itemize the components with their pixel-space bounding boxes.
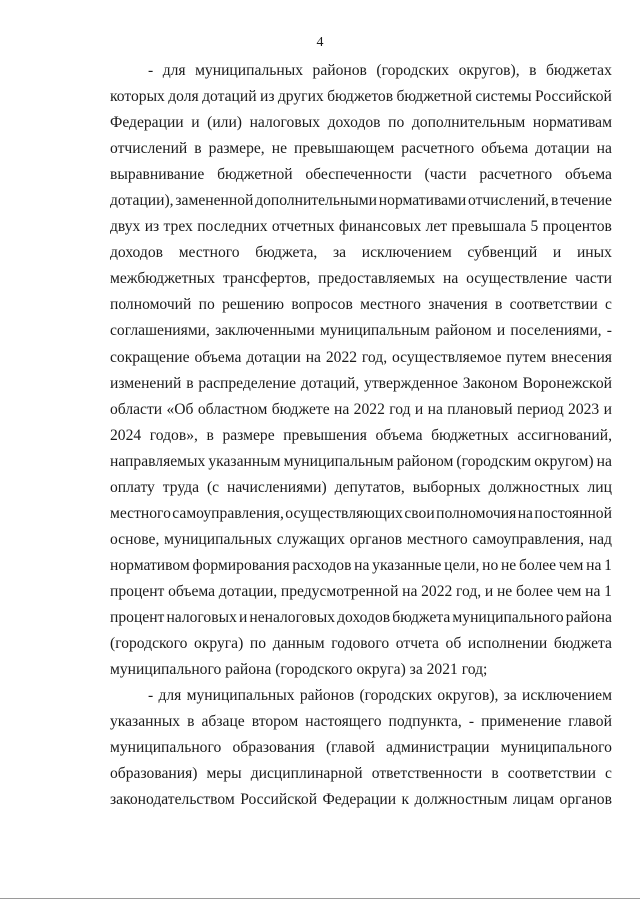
- word: дисциплинарной: [250, 765, 363, 783]
- word: указанным: [208, 452, 281, 470]
- word: в: [491, 765, 499, 783]
- word: заключенными: [215, 322, 315, 340]
- word: районом: [396, 452, 454, 470]
- word: об: [445, 635, 462, 653]
- word: из: [144, 218, 160, 236]
- word: дотации: [535, 140, 590, 158]
- word: объема: [481, 140, 529, 158]
- word: системы: [475, 88, 532, 106]
- word: (городских: [376, 62, 450, 79]
- text-line: [110, 709, 612, 735]
- word: вопросов: [291, 296, 353, 314]
- word: изменений: [110, 374, 182, 392]
- word: более: [515, 582, 554, 600]
- text-line: [110, 735, 612, 761]
- word: объема: [194, 348, 242, 366]
- word: дополнительным: [411, 114, 526, 132]
- word: Федерации: [322, 791, 397, 809]
- word: сокращение: [110, 348, 190, 366]
- word: расчетного: [401, 140, 475, 158]
- word: по: [249, 635, 267, 653]
- text-line: [110, 110, 612, 136]
- word: (главой: [325, 739, 375, 757]
- word: на: [427, 400, 443, 418]
- word: самоуправления,: [172, 504, 284, 522]
- word: в: [194, 140, 202, 158]
- word: на: [305, 348, 321, 366]
- word: над: [588, 530, 612, 548]
- word: но: [482, 556, 499, 574]
- word: и: [191, 114, 200, 132]
- word: дотации),: [110, 192, 174, 210]
- word: -: [606, 322, 612, 340]
- word: данным: [272, 635, 325, 653]
- word: на: [596, 140, 612, 158]
- word: направляемых: [110, 452, 206, 470]
- word: (части: [424, 166, 467, 184]
- word: постоянной: [534, 504, 612, 522]
- word: бюджетной: [217, 166, 293, 184]
- page-number: 4: [316, 35, 324, 50]
- word: в: [494, 296, 503, 314]
- word: настоящего: [305, 713, 382, 731]
- word: бюджета,: [255, 244, 318, 262]
- word: для: [158, 687, 182, 705]
- word: исполнении: [467, 635, 548, 653]
- paragraph: [110, 58, 612, 683]
- word: образования: [232, 739, 315, 757]
- word: полномочий: [110, 296, 192, 314]
- text-line: [110, 214, 612, 240]
- word: превышала: [451, 218, 527, 236]
- word: в: [187, 713, 195, 731]
- word: чем: [558, 556, 584, 574]
- word: предусмотренной: [280, 582, 399, 600]
- word: администрации: [386, 739, 490, 757]
- text-line: [110, 162, 612, 188]
- word: служащих: [276, 530, 345, 548]
- word: районов: [299, 687, 355, 705]
- word: нормативом: [110, 556, 190, 574]
- word: муниципального района (городского округа) за 2021 год;: [110, 661, 488, 679]
- text-line: [110, 605, 612, 631]
- word: исключением: [522, 687, 612, 705]
- word: объема: [375, 426, 423, 444]
- word: труда: [162, 478, 200, 496]
- page-bottom-edge: [0, 898, 640, 899]
- word: за: [503, 687, 517, 705]
- word: годового: [331, 635, 390, 653]
- word: бюджетных: [431, 426, 509, 444]
- word: процент: [110, 608, 165, 626]
- word: и: [414, 400, 424, 418]
- word: годов»,: [149, 426, 198, 444]
- word: бюджета: [392, 608, 451, 626]
- word: период: [516, 400, 564, 418]
- word: 1: [604, 556, 612, 574]
- word: расходов: [292, 556, 352, 574]
- paragraph: [110, 683, 612, 813]
- word: доходов: [110, 244, 163, 262]
- word: по: [388, 114, 405, 132]
- word: образования): [110, 765, 198, 783]
- word: округов),: [437, 687, 499, 705]
- word: на: [586, 556, 602, 574]
- word: Российской: [240, 791, 318, 809]
- word: нормативам: [532, 114, 612, 132]
- word: подпункта,: [388, 713, 462, 731]
- word: соглашениями,: [110, 322, 210, 340]
- word: соответствии: [509, 296, 598, 314]
- word: выборных: [412, 478, 481, 496]
- word: решению: [222, 296, 285, 314]
- word: части: [575, 270, 612, 288]
- word: округом): [534, 452, 594, 470]
- text-line: [110, 553, 612, 579]
- word: местного: [406, 530, 468, 548]
- word: муниципального: [452, 608, 564, 626]
- word: значения: [428, 296, 488, 314]
- word: муниципального: [500, 739, 612, 757]
- word: по: [198, 296, 215, 314]
- word: в: [186, 374, 194, 392]
- word: осуществляющих: [285, 504, 403, 522]
- word: 2023: [568, 400, 600, 418]
- word: местного: [178, 244, 240, 262]
- word: бюджетной: [396, 88, 472, 106]
- word: (городским: [456, 452, 532, 470]
- word: с: [605, 296, 612, 314]
- word: муниципальных: [195, 62, 304, 79]
- word: и: [496, 322, 506, 340]
- word: 2022: [421, 582, 453, 600]
- word: муниципальным: [319, 322, 430, 340]
- text-line: [110, 501, 612, 527]
- word: течение: [560, 192, 612, 210]
- word: не: [496, 582, 513, 600]
- text-line: [110, 58, 612, 84]
- word: 5: [530, 218, 539, 236]
- word: трансфертов,: [222, 270, 311, 288]
- word: бюджетов: [327, 88, 394, 106]
- word: объема: [564, 166, 612, 184]
- word: превышающем: [294, 140, 395, 158]
- word: -: [148, 62, 154, 79]
- word: должностным: [414, 791, 508, 809]
- word: объема: [168, 582, 216, 600]
- word: год,: [456, 582, 482, 600]
- word: районов: [312, 62, 367, 79]
- word: трех: [163, 218, 193, 236]
- word: 2022: [353, 400, 385, 418]
- word: превышения: [283, 426, 367, 444]
- word: размере,: [208, 140, 265, 158]
- word: субвенций: [467, 244, 538, 262]
- word: Федерации: [110, 114, 184, 132]
- text-line: [110, 397, 612, 423]
- word: и: [552, 244, 562, 262]
- word: отчислений: [110, 140, 188, 158]
- word: иных: [576, 244, 612, 262]
- word: дотаций: [202, 88, 257, 106]
- word: бюджета: [553, 635, 612, 653]
- word: на: [354, 556, 370, 574]
- word: цели,: [444, 556, 480, 574]
- word: с: [605, 765, 612, 783]
- word: абзаце: [201, 713, 245, 731]
- word: районом: [435, 322, 492, 340]
- word: год: [389, 400, 411, 418]
- word: осуществляемое: [391, 348, 502, 366]
- word: на: [402, 582, 418, 600]
- word: в: [206, 426, 214, 444]
- word: межбюджетных: [110, 270, 216, 288]
- word: не: [271, 140, 287, 158]
- word: внесения: [551, 348, 612, 366]
- word: «Об: [166, 400, 194, 418]
- word: поселениями,: [510, 322, 602, 340]
- word: обеспеченности: [305, 166, 412, 184]
- word: и: [603, 400, 612, 418]
- word: лицам: [512, 791, 555, 809]
- text-line: [110, 84, 612, 110]
- word: замененной: [175, 192, 254, 210]
- word: в: [551, 192, 559, 210]
- word: в: [529, 62, 537, 79]
- word: втором: [251, 713, 299, 731]
- word: района: [565, 608, 612, 626]
- word: и: [238, 608, 248, 626]
- text-line: [110, 449, 612, 475]
- word: -: [148, 687, 154, 705]
- word: муниципального: [110, 739, 222, 757]
- word: для: [162, 62, 186, 79]
- word: доходов: [337, 608, 391, 626]
- text-line: [110, 371, 612, 397]
- word: начислениями): [226, 478, 327, 496]
- word: формирования: [192, 556, 290, 574]
- body-text: [110, 58, 612, 813]
- word: на: [517, 504, 533, 522]
- word: из: [259, 88, 275, 106]
- word: соответствии: [507, 765, 596, 783]
- word: осуществление: [466, 270, 568, 288]
- word: указанные: [372, 556, 442, 574]
- text-line: [110, 240, 612, 266]
- word: местного: [110, 504, 171, 522]
- word: (или): [207, 114, 242, 132]
- word: округов),: [458, 62, 520, 79]
- word: -: [468, 713, 475, 731]
- word: на: [585, 582, 601, 600]
- word: предоставляемых: [318, 270, 436, 288]
- word: ответственности: [371, 765, 483, 783]
- text-line: [110, 292, 612, 318]
- word: финансовых: [338, 218, 422, 236]
- text-line: [110, 136, 612, 162]
- word: муниципальных: [164, 530, 273, 548]
- word: процентов: [542, 218, 612, 236]
- word: дотации: [246, 348, 301, 366]
- word: дополнительными: [255, 192, 377, 210]
- word: бюджете: [271, 400, 330, 418]
- word: Воронежской: [522, 374, 612, 392]
- word: и: [484, 582, 494, 600]
- word: за: [332, 244, 347, 262]
- word: (городских: [359, 687, 433, 705]
- word: Российской: [535, 88, 612, 106]
- word: полномочия: [436, 504, 517, 522]
- word: доходов: [327, 114, 381, 132]
- word: самоуправления,: [472, 530, 585, 548]
- word: дотаций,: [300, 374, 360, 392]
- text-line: [110, 579, 612, 605]
- word: 1: [604, 582, 612, 600]
- word: выравнивание: [110, 166, 205, 184]
- word: применение: [481, 713, 562, 731]
- word: Законом: [462, 374, 518, 392]
- word: неналоговых: [249, 608, 336, 626]
- word: лиц: [587, 478, 612, 496]
- word: муниципальных: [186, 687, 295, 705]
- word: (с: [206, 478, 220, 496]
- word: муниципальным: [283, 452, 394, 470]
- word: на: [596, 452, 612, 470]
- word: свои: [404, 504, 435, 522]
- word: на: [334, 400, 350, 418]
- text-line: [110, 266, 612, 292]
- word: процент: [110, 582, 165, 600]
- word: 2022: [325, 348, 358, 366]
- word: областном: [197, 400, 268, 418]
- word: исключением: [361, 244, 452, 262]
- word: нормативами: [378, 192, 467, 210]
- word: которых: [110, 88, 165, 106]
- word: основе,: [110, 530, 160, 548]
- text-line: [110, 423, 612, 449]
- word: утвержденное: [364, 374, 458, 392]
- word: расчетного: [479, 166, 553, 184]
- word: области: [110, 400, 163, 418]
- word: лет: [425, 218, 448, 236]
- word: других: [277, 88, 324, 106]
- text-line: [110, 318, 612, 344]
- word: доля: [168, 88, 199, 106]
- word: налоговых: [166, 608, 237, 626]
- word: депутатов,: [334, 478, 405, 496]
- word: распределение: [198, 374, 297, 392]
- text-line: [110, 475, 612, 501]
- word: размере: [222, 426, 275, 444]
- word: более: [518, 556, 557, 574]
- text-line: [110, 631, 612, 657]
- word: должностных: [488, 478, 580, 496]
- word: 2024: [110, 426, 142, 444]
- word: двух: [110, 218, 141, 236]
- word: ассигнований,: [517, 426, 612, 444]
- word: законодательством: [110, 791, 235, 809]
- word: дотации,: [218, 582, 278, 600]
- word: органов: [559, 791, 612, 809]
- word: на: [442, 270, 459, 288]
- word: главой: [568, 713, 612, 731]
- word: органов: [349, 530, 403, 548]
- word: путем: [506, 348, 547, 366]
- word: плановый: [447, 400, 513, 418]
- text-line: [110, 683, 612, 709]
- word: чем: [556, 582, 582, 600]
- text-line: [110, 188, 612, 214]
- text-line: [110, 787, 612, 813]
- word: отчетных: [271, 218, 335, 236]
- word: меры: [206, 765, 242, 783]
- word: отчислений,: [468, 192, 550, 210]
- text-line: [110, 527, 612, 553]
- word: отчета: [395, 635, 439, 653]
- word: (городского: [110, 635, 188, 653]
- word: к: [401, 791, 410, 809]
- word: оплату: [110, 478, 155, 496]
- word: указанных: [110, 713, 181, 731]
- word: местного: [360, 296, 421, 314]
- word: налоговых: [249, 114, 320, 132]
- text-line: [110, 657, 612, 683]
- word: не: [500, 556, 517, 574]
- word: последних: [197, 218, 268, 236]
- text-line: [110, 761, 612, 787]
- word: округа): [194, 635, 244, 653]
- word: год,: [361, 348, 388, 366]
- text-line: [110, 345, 612, 371]
- word: бюджетах: [545, 62, 612, 79]
